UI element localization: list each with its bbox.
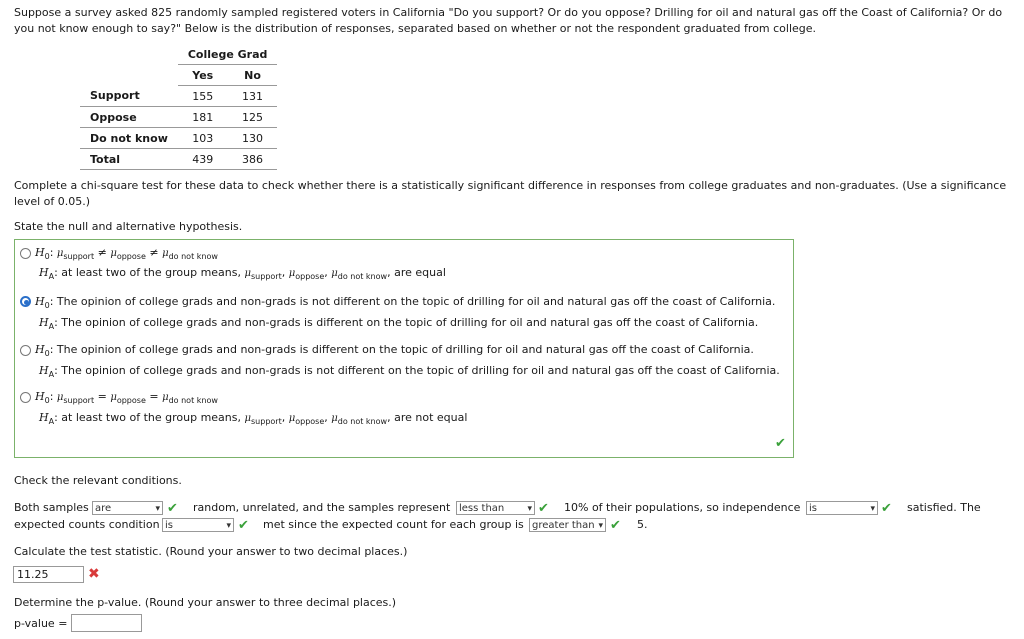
col-header-no: No (228, 65, 278, 86)
wrong-x-icon: ✖ (88, 566, 100, 582)
independence-select[interactable] (806, 501, 878, 515)
cond-text-4: satisfied. The (907, 501, 981, 514)
option-1-ha-text: at least two of the group means, (61, 266, 241, 279)
cell-yes: 103 (178, 128, 228, 149)
option-3-radio[interactable] (20, 345, 31, 356)
chevron-down-icon: ▾ (226, 521, 231, 531)
checkmark-icon: ✔ (881, 501, 892, 516)
row-label: Support (80, 86, 178, 107)
option-1-ha-tail: are equal (394, 266, 446, 279)
cell-no: 131 (228, 86, 278, 107)
option-2-h0: $H_0$: The opinion of college grads and non-grads is not different on the topic of drilling for oil and natural gas off the coast of California. (35, 295, 776, 310)
samples-select-value: are (95, 503, 112, 514)
cell-yes: 155 (178, 86, 228, 107)
option-1-ha: $H_A$: at least two of the group means, $\mu_{support}$, $\mu_{oppose}$, $\mu_{do not know}$, are equal (39, 266, 446, 281)
checkmark-icon: ✔ (238, 518, 249, 533)
option-3-ha: $H_A$: The opinion of college grads and non-grads is not different on the topic of drilling for oil and natural gas off the coast of California. (39, 364, 780, 379)
expected-counts-select-value: is (165, 520, 173, 531)
table-group-header: College Grad (178, 44, 278, 65)
row-label: Total (80, 149, 178, 170)
checkmark-icon: ✔ (610, 518, 621, 533)
row-label: Do not know (80, 128, 178, 149)
option-4-h0: $H_0$: $\mu_{support} = \mu_{oppose} = \mu_{do not know}$ (35, 390, 218, 405)
checkmark-icon: ✔ (538, 501, 549, 516)
cond-text-2: random, unrelated, and the samples represent (193, 501, 451, 514)
population-select[interactable] (456, 501, 535, 515)
option-4-ha: $H_A$: at least two of the group means, $\mu_{support}$, $\mu_{oppose}$, $\mu_{do not know}$, are not equal (39, 411, 468, 426)
expected-counts-select[interactable] (162, 518, 234, 532)
cell-yes: 181 (178, 107, 228, 128)
independence-select-value: is (809, 503, 817, 514)
pvalue-prompt-text: Determine the p-value. (Round your answer to three decimal places.) (14, 596, 397, 609)
cell-no: 130 (228, 128, 278, 149)
cond-text-7: 5. (637, 518, 648, 531)
statistic-prompt: Calculate the test statistic. (Round your answer to two decimal places.) (14, 545, 408, 558)
col-header-yes: Yes (178, 65, 228, 86)
chevron-down-icon: ▾ (870, 504, 875, 514)
option-1-radio[interactable] (20, 248, 31, 259)
option-1-h0: $H_0$: $\mu_{support} \ne \mu_{oppose} \ne \mu_{do not know}$ (35, 246, 218, 261)
population-select-value: less than (459, 503, 505, 514)
expected-count-compare-value: greater than (532, 520, 595, 531)
option-3-ha-text: The opinion of college grads and non-grads is not different on the topic of drilling for oil and natural gas off the coast of California. (61, 364, 780, 377)
checkmark-icon: ✔ (775, 436, 786, 451)
problem-intro: Suppose a survey asked 825 randomly sampled registered voters in California "Do you support? Or do you oppose? Drilling for oil and natural gas off the Coast of California? Or do you not know enough to say?" Below is the distribution of responses, separated based on whether or not the respondent graduated from college. (14, 6, 1003, 35)
checkmark-icon: ✔ (167, 501, 178, 516)
chevron-down-icon: ▾ (527, 504, 532, 514)
expected-count-compare-select[interactable] (529, 518, 606, 532)
chevron-down-icon: ▾ (155, 504, 160, 514)
option-4-ha-tail: are not equal (394, 411, 468, 424)
row-label: Oppose (80, 107, 178, 128)
table-row (80, 128, 277, 149)
hypothesis-options (14, 239, 794, 458)
cond-text-6: met since the expected count for each group is (263, 518, 524, 531)
pvalue-input[interactable] (71, 614, 142, 632)
conditions-prompt: Check the relevant conditions. (14, 474, 182, 487)
cond-text-5: expected counts condition (14, 518, 160, 531)
pvalue-prompt (14, 596, 396, 609)
option-2-h0-text: The opinion of college grads and non-grads is not different on the topic of drilling for oil and natural gas off the coast of California. (56, 295, 776, 308)
table-row (80, 149, 277, 170)
option-4-radio[interactable] (20, 392, 31, 403)
instructions: Complete a chi-square test for these data to check whether there is a statistically significant difference in responses from college graduates and non-graduates. (Use a significance level of 0.05.) (14, 179, 1007, 208)
option-3-h0: $H_0$: The opinion of college grads and non-grads is different on the topic of drilling for oil and natural gas off the coast of California. (35, 343, 754, 358)
option-2-ha: $H_A$: The opinion of college grads and non-grads is different on the topic of drilling for oil and natural gas off the coast of California. (39, 316, 759, 331)
cond-text-1: Both samples (14, 501, 89, 514)
pvalue-label: p-value = (14, 617, 68, 630)
table-row (80, 107, 277, 128)
cell-no: 125 (228, 107, 278, 128)
cell-no: 386 (228, 149, 278, 170)
option-2-ha-text: The opinion of college grads and non-grads is different on the topic of drilling for oil and natural gas off the coast of California. (61, 316, 759, 329)
test-statistic-input[interactable]: 11.25 (13, 566, 84, 583)
option-2-radio[interactable] (20, 296, 31, 307)
chevron-down-icon: ▾ (598, 521, 603, 531)
hypothesis-prompt: State the null and alternative hypothesis. (14, 220, 243, 233)
option-4-ha-text: at least two of the group means, (61, 411, 241, 424)
cell-yes: 439 (178, 149, 228, 170)
samples-select[interactable] (92, 501, 163, 515)
table-row (80, 86, 277, 107)
cond-text-3: 10% of their populations, so independence (564, 501, 801, 514)
option-3-h0-text: The opinion of college grads and non-grads is different on the topic of drilling for oil and natural gas off the coast of California. (56, 343, 754, 356)
contingency-table (80, 44, 277, 170)
